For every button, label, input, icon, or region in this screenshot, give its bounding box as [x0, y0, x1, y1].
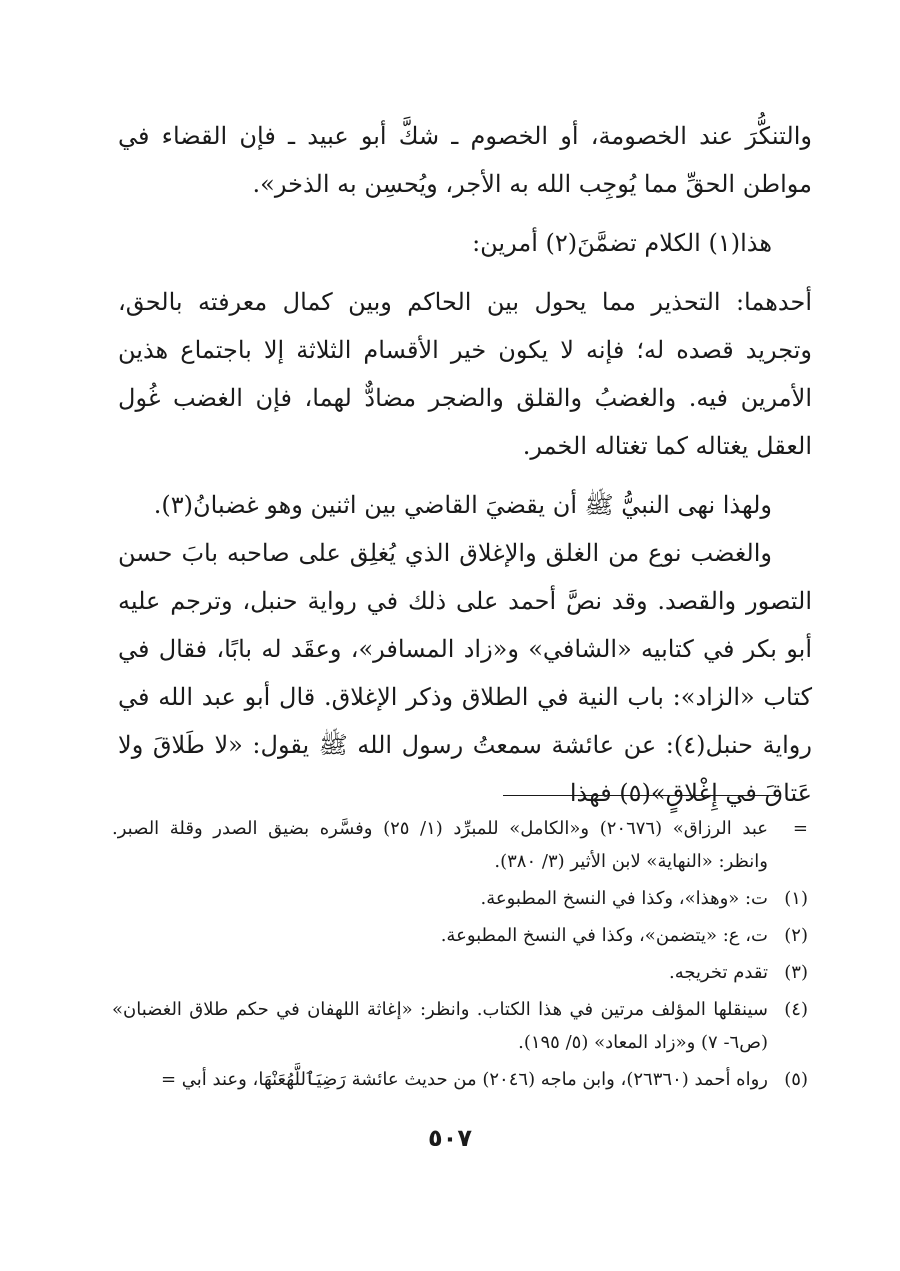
- footnote-separator: [503, 795, 776, 796]
- footnote-marker: (٥): [784, 1069, 808, 1090]
- footnote-text: سينقلها المؤلف مرتين في هذا الكتاب. وانظر: «إغاثة اللهفان في حكم طلاق الغضبان» (ص٦- ٧) و«زاد المعاد» (٥/ ١٩٥).: [112, 999, 768, 1053]
- footnote-marker: =: [792, 818, 808, 839]
- footnote-2: [112, 919, 808, 952]
- footnote-marker: (٣): [784, 962, 808, 983]
- footnotes: [112, 812, 808, 1096]
- footnote-3: [112, 956, 808, 989]
- footnote-marker: (٢): [784, 925, 808, 946]
- footnote-4: [112, 993, 808, 1059]
- paragraph-2: هذا(١) الكلام تضمَّنَ(٢) أمرين:: [472, 229, 772, 257]
- footnote-continuation: [112, 812, 808, 878]
- paragraph-5: والغضب نوع من الغلق والإغلاق الذي يُغلِق على صاحبه بابَ حسن التصور والقصد. وقد نصَّ أحمد على ذلك في رواية حنبل، وترجم عليه أبو بكر في كتابيه «الشافي» و«زاد المسافر»، وعقَد له بابًا، فقال في كتاب «الزاد»: باب النية في الطلاق وذكر الإغلاق. قال أبو عبد الله في رواية حنبل(٤): عن عائشة سمعتُ رسول الله ﷺ يقول: «لا طَلاقَ ولا عَتاقَ في إِغْلاقٍ»(٥) فهذا: [118, 539, 812, 807]
- main-text: [118, 112, 812, 817]
- footnote-marker: (١): [784, 888, 808, 909]
- footnote-1: [112, 882, 808, 915]
- footnote-text: تقدم تخريجه.: [669, 962, 768, 983]
- paragraph-1: والتنكُّرَ عند الخصومة، أو الخصوم ـ شكَّ أبو عبيد ـ فإن القضاء في مواطن الحقِّ مما يُوجِب الله به الأجر، ويُحسِن به الذخر».: [118, 122, 812, 198]
- footnote-text: ت: «وهذا»، وكذا في النسخ المطبوعة.: [480, 888, 768, 909]
- footnote-text: ت، ع: «يتضمن»، وكذا في النسخ المطبوعة.: [440, 925, 768, 946]
- paragraph-4: ولهذا نهى النبيُّ ﷺ أن يقضيَ القاضي بين اثنين وهو غضبانُ(٣).: [153, 491, 772, 519]
- footnote-5: [112, 1063, 808, 1096]
- page-number: ٥٠٧: [428, 1124, 472, 1152]
- footnote-text: عبد الرزاق» (٢٠٦٧٦) و«الكامل» للمبرِّد (١/ ٢٥) وفسَّره بضيق الصدر وقلة الصبر. وانظر: «النهاية» لابن الأثير (٣/ ٣٨٠).: [112, 818, 768, 872]
- footnote-marker: (٤): [784, 999, 808, 1020]
- paragraph-3: أحدهما: التحذير مما يحول بين الحاكم وبين كمال معرفته بالحق، وتجريد قصده له؛ فإنه لا يكون خير الأقسام الثلاثة إلا باجتماع هذين الأمرين فيه. والغضبُ والقلق والضجر مضادٌّ لهما، فإن الغضب غُول العقل يغتاله كما تغتاله الخمر.: [118, 288, 812, 460]
- footnote-text: رواه أحمد (٢٦٣٦٠)، وابن ماجه (٢٠٤٦) من حديث عائشة رَضِيَٱللَّهُعَنْهَا، وعند أبي =: [160, 1069, 768, 1090]
